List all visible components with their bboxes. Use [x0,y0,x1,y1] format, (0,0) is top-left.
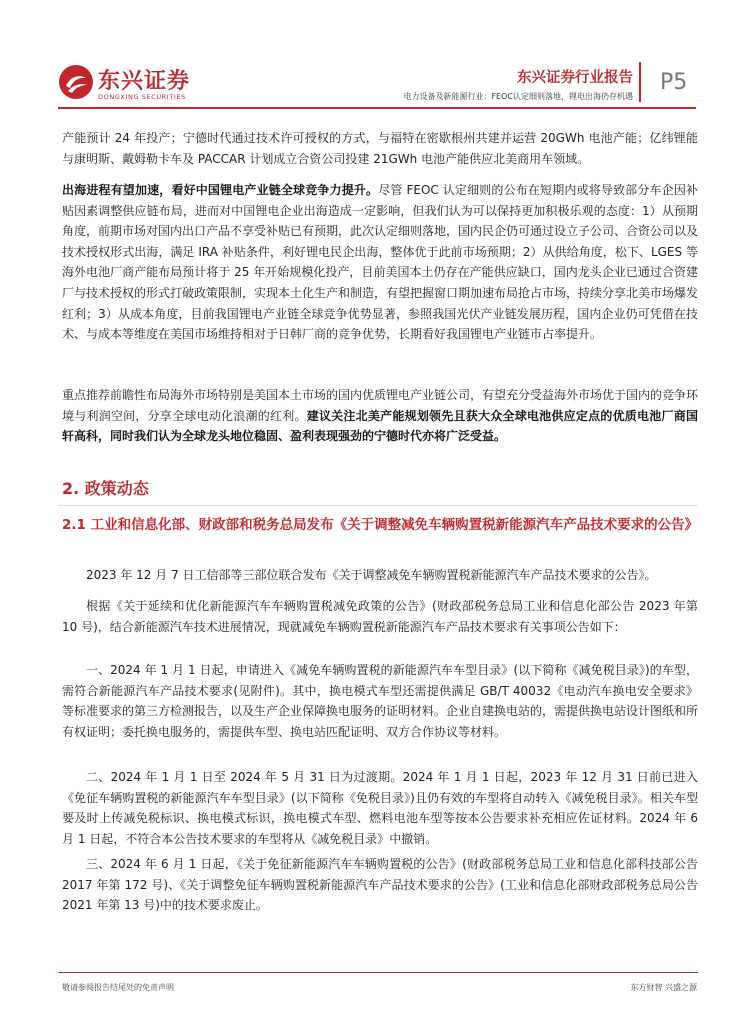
report-subtitle: 电力设备及新能源行业：FEOC认定细则落地，锂电出海仍存机遇 [403,92,633,101]
paragraph-recommendation-body: 重点推荐前瞻性布局海外市场特别是美国本土市场的国内优质锂电产业链公司，有望充分受益海外市场优于国内的竞争环境与利润空间，分享全球电动化浪潮的红利。 [62,388,699,423]
company-logo [58,62,198,106]
policy-item-1: 一、2024 年 1 月 1 日起，申请进入《减免车辆购置税的新能源汽车车型目录》(以下简称《减免税目录》)的车型，需符合新能源汽车产品技术要求(见附件)。其中，换电模式车型还需提供满足 GB/T 40032《电动汽车换电安全要求》等标准要求的第三方检测报告，以及生产企业保障换电服务的证明材料。企业自建换电站的，需提供换电站设计图纸和所有权证明；委托换电服务的，需提供车型、换电站匹配证明、双方合作协议等材料。 [62,663,699,739]
policy-item-3: 三、2024 年 6 月 1 日起，《关于免征新能源汽车车辆购置税的公告》(财政部税务总局工业和信息化部科技部公告 2017 年第 172 号)、《关于调整免征车辆购置税新能源汽车产品技术要求的公告》(工业和信息化部财政部税务总局公告 2021 年第 13 号)中的技术要求废止。 [62,857,698,913]
paragraph-outlook-lead: 出海进程有望加速，看好中国锂电产业链全球竞争力提升。 [62,183,379,197]
page-number: P5 [660,70,688,95]
report-title: 东兴证券行业报告 [517,70,633,86]
policy-item-2: 二、2024 年 1 月 1 日至 2024 年 5 月 31 日为过渡期。2024 年 1 月 1 日起，2023 年 12 月 31 日前已进入《免征车辆购置税的新能源汽车车型目录》(以下简称《免税目录》)且仍有效的车型将自动转入《减免税目录》。相关车型要及时上传减免税标识、换电模式标识，换电模式车型、燃料电池车型等按本公告要求补充相应佐证材料。2024 年 6 月 1 日起，不符合本公告技术要求的车型将从《减免税目录》中撤销。 [62,770,698,846]
paragraph-outlook [62,180,698,345]
paragraph-outlook-body: 尽管 FEOC 认定细则的公布在短期内或将导致部分车企因补贴因素调整供应链布局，进而对中国锂电企业出海造成一定影响，但我们认为可以保持更加积极乐观的态度：1）从预期角度，前期市场对国内出口产品不享受补贴已有预期，此次认定细则落地，国内民企仍可通过设立子公司、合资公司以及技术授权形式出海，满足 IRA 补贴条件，利好锂电民企出海，整体优于此前市场预期；2）从供给角度，松下、LGES 等海外电池厂商产能布局预计将于 25 年开始规模化投产，目前美国本土仍存在产能供应缺口，国内龙头企业已通过合资建厂与技术授权的形式打破政策限制，实现本土化生产和制造，有望把握窗口期加速布局抢占市场，持续分享北美市场爆发红利；3）从成本角度，目前我国锂电产业链全球竞争优势显著，参照我国光伏产业链发展历程，国内企业仍可凭借在技术、与成本等维度在美国市场维持相对于日韩厂商的竞争优势，长期看好我国锂电产业链市占率提升。 [62,183,699,342]
logo-name: 东兴证券 [98,69,191,94]
header-rule [58,107,696,109]
paragraph-recommendation-bold: 建议关注北美产能规划领先且获大众全球电池供应定点的优质电池厂商国轩高科，同时我们认为全球龙头地位稳固、盈利表现强劲的宁德时代亦将广泛受益。 [62,408,698,444]
section-rule [58,505,698,506]
paragraph-capacity: 产能预计 24 年投产；宁德时代通过技术许可授权的方式，与福特在密歇根州共建并运营 20GWh 电池产能；亿纬锂能与康明斯、戴姆勒卡车及 PACCAR 计划成立合资公司投建 21GWh 电池产能供应北美商用车领域。 [62,131,698,166]
footer-slogan: 东方财智 兴盛之源 [630,983,697,992]
subsection-title: 2.1 工业和信息化部、财政部和税务总局发布《关于调整减免车辆购置税新能源汽车产品技术要求的公告》 [62,517,699,533]
footer-rule [58,972,698,973]
section-title: 2. 政策动态 [62,479,149,498]
paragraph-recommendation [62,385,698,447]
footer-disclaimer: 敬请参阅报告结尾处的免责声明 [62,983,174,992]
policy-intro: 2023 年 12 月 7 日工信部等三部位联合发布《关于调整减免车辆购置税新能源汽车产品技术要求的公告》。 [86,568,657,582]
logo-subtitle: DONGXING SECURITIES [98,93,186,101]
logo-mark-icon [58,64,94,100]
header-divider [639,62,641,102]
policy-basis: 根据《关于延续和优化新能源汽车车辆购置税减免政策的公告》(财政部税务总局工业和信息化部公告 2023 年第 10 号)，结合新能源汽车技术进展情况，现就减免车辆购置税新能源汽车产品技术要求有关事项公告如下： [62,599,698,634]
